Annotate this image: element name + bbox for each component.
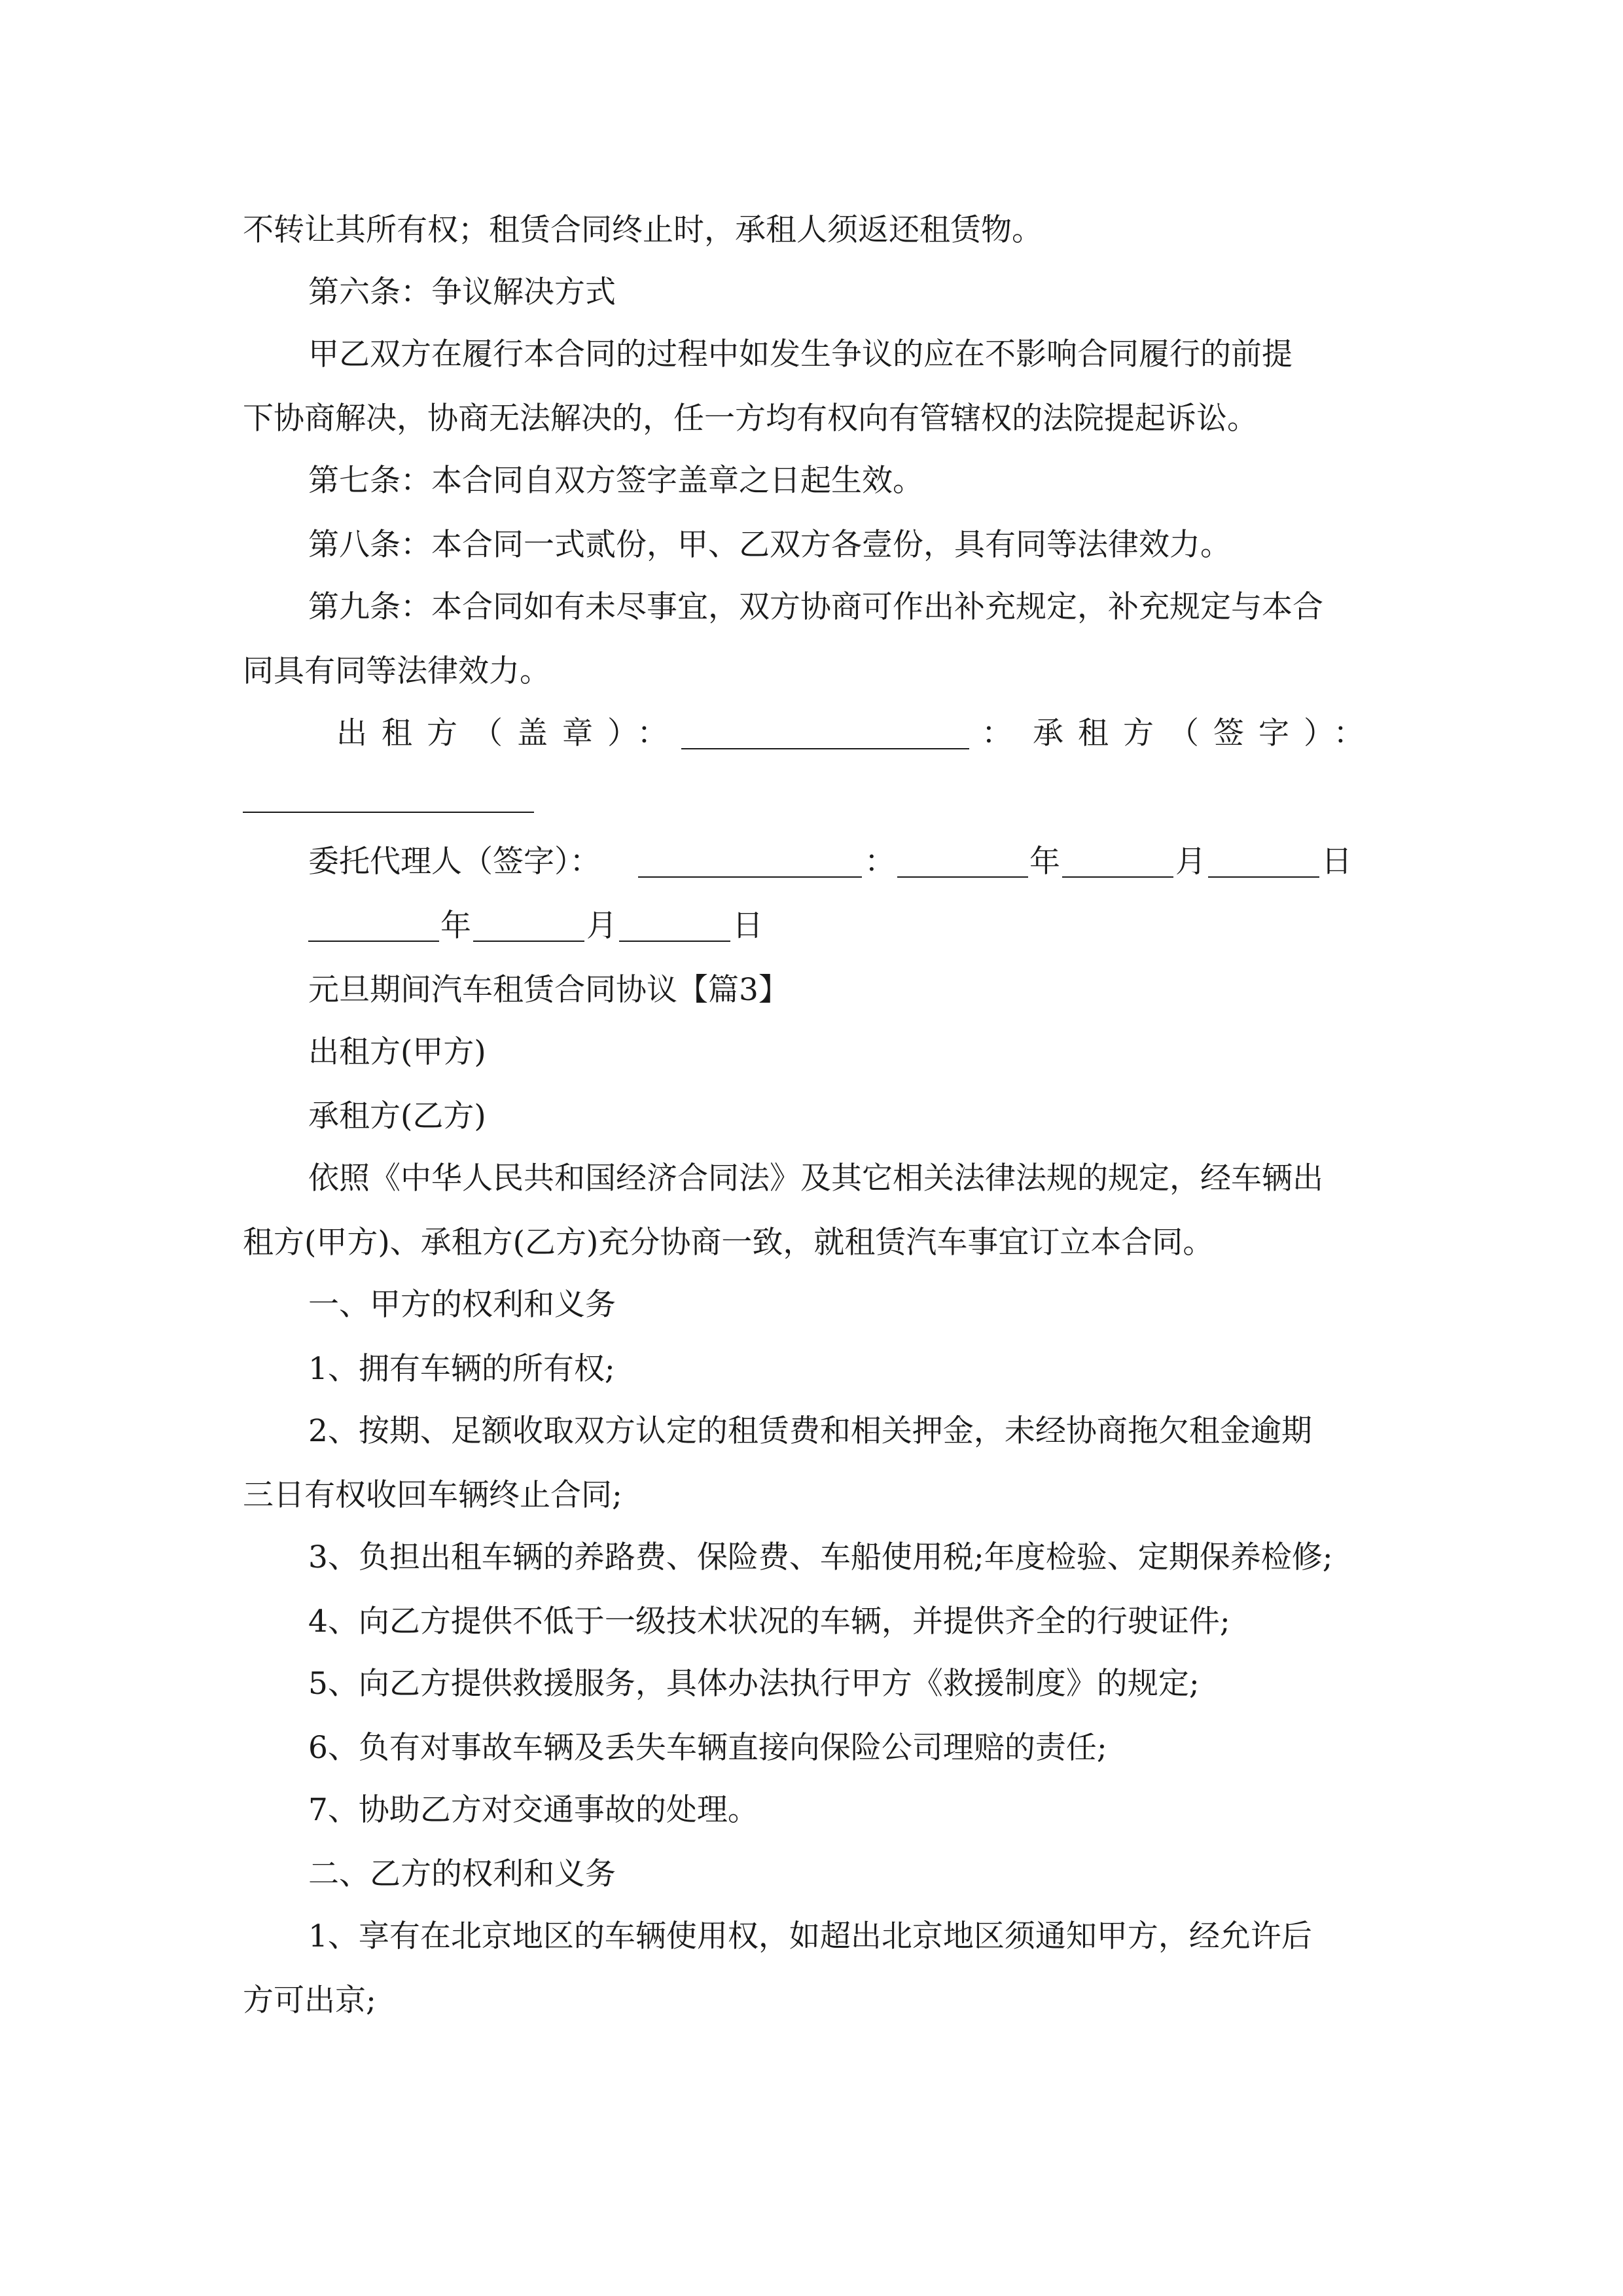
day-label: 日 (1321, 844, 1352, 880)
signature-separator: ： (982, 715, 1012, 751)
article-7: 第七条：本合同自双方签字盖章之日起生效。 (308, 463, 923, 499)
article-6-heading: 第六条：争议解决方式 (308, 274, 616, 310)
month-label: 月 (586, 908, 617, 944)
text-line: 同具有同等法律效力。 (243, 653, 550, 689)
agent-sign-label: 委托代理人（签字）： (308, 844, 601, 880)
day-blank[interactable] (619, 941, 730, 942)
month-blank[interactable] (1062, 876, 1173, 878)
text-line: 甲乙双方在履行本合同的过程中如发生争议的应在不影响合同履行的前提 (308, 336, 1293, 372)
part-2-heading: 二、乙方的权利和义务 (308, 1856, 616, 1892)
list-item: 1、享有在北京地区的车辆使用权，如超出北京地区须通知甲方，经允许后 (308, 1918, 1312, 1954)
party-b: 承租方(乙方) (308, 1098, 486, 1134)
text-line: 下协商解决，协商无法解决的，任一方均有权向有管辖权的法院提起诉讼。 (243, 401, 1258, 437)
lessee-signature-line[interactable] (243, 812, 534, 813)
lessor-signature-line[interactable] (681, 748, 969, 749)
year-label: 年 (1029, 844, 1060, 880)
agent-signature-line[interactable] (638, 876, 862, 878)
list-item: 三日有权收回车辆终止合同; (243, 1477, 622, 1513)
lessee-sign-label: 承租方（签字）： (1033, 715, 1379, 751)
text-line: 不转让其所有权；租赁合同终止时，承租人须返还租赁物。 (243, 212, 1043, 248)
list-item: 3、负担出租车辆的养路费、保险费、车船使用税;年度检验、定期保养检修; (308, 1539, 1333, 1575)
year-label: 年 (440, 908, 471, 944)
list-item: 6、负有对事故车辆及丢失车辆直接向保险公司理赔的责任; (308, 1730, 1107, 1766)
party-a: 出租方(甲方) (308, 1034, 486, 1070)
list-item: 4、向乙方提供不低于一级技术状况的车辆，并提供齐全的行驶证件; (308, 1604, 1230, 1640)
signature-separator: ： (865, 844, 895, 880)
day-label: 日 (732, 908, 763, 944)
list-item: 1、拥有车辆的所有权; (308, 1351, 615, 1387)
article-8: 第八条：本合同一式贰份，甲、乙双方各壹份，具有同等法律效力。 (308, 527, 1231, 563)
day-blank[interactable] (1208, 876, 1319, 878)
article-9: 第九条：本合同如有未尽事宜，双方协商可作出补充规定，补充规定与本合 (308, 589, 1323, 625)
month-label: 月 (1175, 844, 1206, 880)
intro-line: 租方(甲方)、承租方(乙方)充分协商一致，就租赁汽车事宜订立本合同。 (243, 1225, 1214, 1261)
year-blank[interactable] (308, 941, 439, 942)
part-1-heading: 一、甲方的权利和义务 (308, 1287, 616, 1323)
year-blank[interactable] (897, 876, 1028, 878)
intro-line: 依照《中华人民共和国经济合同法》及其它相关法律法规的规定，经车辆出 (308, 1160, 1323, 1196)
list-item: 方可出京; (243, 1982, 376, 2018)
list-item: 5、向乙方提供救援服务，具体办法执行甲方《救援制度》的规定; (308, 1666, 1200, 1702)
section-title: 元旦期间汽车租赁合同协议【篇3】 (308, 972, 789, 1008)
month-blank[interactable] (473, 941, 584, 942)
lessor-seal-label: 出租方（盖章）： (336, 715, 683, 751)
list-item: 2、按期、足额收取双方认定的租赁费和相关押金，未经协商拖欠租金逾期 (308, 1413, 1312, 1449)
list-item: 7、协助乙方对交通事故的处理。 (308, 1792, 758, 1828)
